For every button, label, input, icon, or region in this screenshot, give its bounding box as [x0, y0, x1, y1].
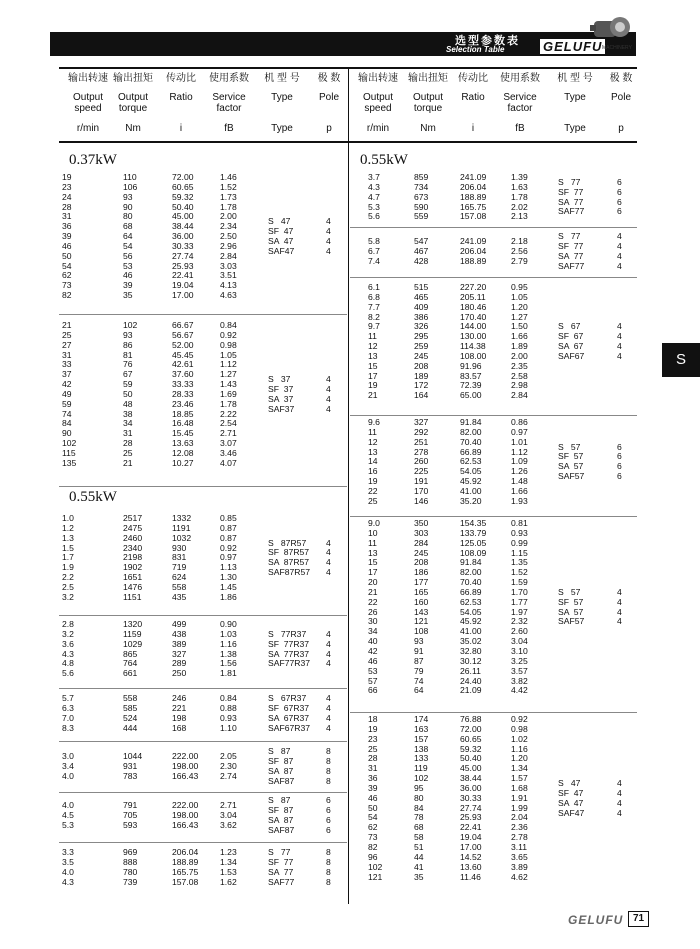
- left-col-pole: 4 4 4 4: [326, 693, 331, 733]
- right-col-ratio: 91.84 82.00 70.40 66.89 62.53 54.05 45.92 41.00 35.20: [460, 417, 482, 506]
- left-col-speed: 1.0 1.2 1.3 1.5 1.7 1.9 2.2 2.5 3.2: [62, 513, 74, 602]
- right-col-ratio: 241.09 206.04 188.89 165.75 157.08: [460, 172, 487, 222]
- right-col-pole: 4 4 4 4: [617, 231, 622, 271]
- left-col-type: S 77 SF 77 SA 77 SAF77: [268, 847, 295, 887]
- right-header-cn: 使用系数: [500, 73, 540, 84]
- left-col-sf: 0.84 0.88 0.93 1.10: [220, 693, 237, 733]
- left-col-speed: 19 23 24 28 31 36 39 46 50 54 62 73 82: [62, 172, 72, 301]
- right-header-cn: 机 型 号: [557, 73, 593, 84]
- right-col-sf: 0.86 0.97 1.01 1.12 1.09 1.26 1.48 1.66 1.93: [511, 417, 528, 506]
- right-col-speed: 9.0 10 11 13 15 17 20 21 22 26 30 34 40 42 46 53 57 66: [368, 518, 380, 696]
- left-header-en: Output speed: [72, 92, 104, 114]
- power-label: 0.55kW: [360, 152, 408, 168]
- block-divider: [59, 615, 347, 616]
- left-col-torque: 558 585 524 444: [123, 693, 138, 733]
- header-title-cn: 选型参数表: [455, 35, 520, 47]
- left-col-torque: 2517 2475 2460 2340 2198 1902 1651 1476 1151: [123, 513, 143, 602]
- right-col-pole: 4 4 4 4: [617, 778, 622, 818]
- left-col-torque: 969 888 780 739: [123, 847, 138, 887]
- left-header-unit: Nm: [125, 123, 141, 134]
- left-col-type: S 37 SF 37 SA 37 SAF37: [268, 374, 295, 414]
- left-col-type: S 87R57 SF 87R57 SA 87R57 SAF87R57: [268, 537, 311, 578]
- left-col-ratio: 246 221 198 168: [172, 693, 187, 733]
- block-divider: [350, 227, 637, 228]
- left-col-speed: 21 25 27 31 33 37 42 49 59 74 84 90 102 115 135: [62, 320, 77, 468]
- left-col-torque: 110 106 93 90 80 68 64 54 56 53 46 39 35: [123, 172, 138, 301]
- right-col-pole: 6 6 6 6: [617, 441, 622, 482]
- left-col-pole: 4 4 4 4: [326, 216, 331, 256]
- left-col-pole: 4 4 4 4: [326, 537, 331, 578]
- page-number: 71: [628, 911, 649, 927]
- block-divider: [59, 792, 347, 793]
- left-col-torque: 1320 1159 1029 865 764 661: [123, 619, 143, 679]
- right-col-torque: 547 467 428: [414, 236, 429, 266]
- left-col-speed: 3.3 3.5 4.0 4.3: [62, 847, 74, 887]
- left-header-en: Pole: [318, 92, 339, 103]
- left-col-pole: 4 4 4 4: [326, 374, 331, 414]
- left-col-torque: 791 705 593: [123, 800, 138, 830]
- left-col-sf: 0.90 1.03 1.16 1.38 1.56 1.81: [220, 619, 237, 679]
- right-col-type: S 77 SF 77 SA 77 SAF77: [558, 176, 585, 217]
- left-col-type: S 47 SF 47 SA 47 SAF47: [268, 216, 295, 256]
- left-header-unit: p: [326, 123, 332, 134]
- left-col-type: S 87 SF 87 SA 87 SAF87: [268, 746, 295, 786]
- right-col-speed: 6.1 6.8 7.7 8.2 9.7 11 12 13 15 17 19 21: [368, 282, 380, 401]
- left-header-en: Service factor: [212, 92, 246, 114]
- left-col-speed: 3.0 3.4 4.0: [62, 751, 74, 781]
- left-header-cn: 使用系数: [209, 73, 249, 84]
- left-col-sf: 2.05 2.30 2.74: [220, 751, 237, 781]
- left-col-type: S 77R37 SF 77R37 SA 77R37 SAF77R37: [268, 628, 311, 669]
- right-header-unit: fB: [515, 123, 525, 134]
- right-col-speed: 18 19 23 25 28 31 36 39 46 50 54 62 73 82 96 102 121: [368, 714, 383, 882]
- table-center-divider: [348, 68, 349, 904]
- right-header-cn: 输出扭矩: [408, 73, 448, 84]
- left-col-speed: 5.7 6.3 7.0 8.3: [62, 693, 74, 733]
- right-header-en: Output speed: [362, 92, 394, 114]
- left-col-pole: 8 8 8 8: [326, 847, 331, 887]
- block-divider: [350, 415, 637, 416]
- right-header-en: Ratio: [461, 92, 485, 103]
- left-col-torque: 102 93 86 81 76 67 59 50 48 38 34 31 28 25 21: [123, 320, 138, 468]
- right-col-type: S 57 SF 57 SA 57 SAF57: [558, 441, 585, 482]
- left-col-type: S 87 SF 87 SA 87 SAF87: [268, 795, 295, 835]
- left-col-sf: 0.84 0.92 0.98 1.05 1.12 1.27 1.43 1.69 1.78 2.22 2.54 2.71 3.07 3.46 4.07: [220, 320, 237, 468]
- power-label: 0.37kW: [69, 152, 117, 168]
- right-col-pole: 4 4 4 4: [617, 586, 622, 627]
- right-col-ratio: 76.88 72.00 60.65 59.32 50.40 45.00 38.44 36.00 30.33 27.74 25.93 22.41 19.04 17.00 14.52 13.60 11.46: [460, 714, 482, 882]
- block-divider: [59, 314, 347, 315]
- right-col-type: S 57 SF 57 SA 57 SAF57: [558, 586, 585, 627]
- left-header-cn: 传动比: [166, 73, 196, 84]
- left-header-en: Output torque: [117, 92, 149, 114]
- left-col-speed: 4.0 4.5 5.3: [62, 800, 74, 830]
- left-col-ratio: 222.00 198.00 166.43: [172, 751, 199, 781]
- right-header-unit: Type: [564, 123, 586, 134]
- left-col-ratio: 499 438 389 327 289 250: [172, 619, 187, 679]
- left-col-ratio: 1332 1191 1032 930 831 719 624 558 435: [172, 513, 192, 602]
- right-col-sf: 0.81 0.93 0.99 1.15 1.35 1.52 1.59 1.70 1.77 1.97 2.32 2.60 3.04 3.10 3.25 3.57 3.82 4.42: [511, 518, 528, 696]
- left-header-unit: fB: [224, 123, 234, 134]
- left-col-speed: 2.8 3.2 3.6 4.3 4.8 5.6: [62, 619, 74, 679]
- left-col-pole: 8 8 8 8: [326, 746, 331, 786]
- right-col-torque: 174 163 157 138 133 119 102 95 80 84 78 68 58 51 44 41 35: [414, 714, 429, 882]
- left-header-unit: i: [179, 123, 183, 134]
- right-header-unit: p: [618, 123, 624, 134]
- right-col-type: S 67 SF 67 SA 67 SAF67: [558, 321, 585, 361]
- right-header-en: Type: [564, 92, 586, 103]
- right-col-speed: 9.6 11 12 13 14 16 19 22 25: [368, 417, 380, 506]
- left-col-pole: 4 4 4 4: [326, 628, 331, 669]
- right-col-torque: 350 303 284 245 208 186 177 165 160 143 121 108 93 91 87 79 74 64: [414, 518, 429, 696]
- block-divider: [350, 516, 637, 517]
- right-col-torque: 859 734 673 590 559: [414, 172, 429, 222]
- right-col-pole: 6 6 6 6: [617, 176, 622, 217]
- left-header-cn: 机 型 号: [264, 73, 300, 84]
- right-header-unit: Nm: [420, 123, 436, 134]
- right-header-en: Service factor: [503, 92, 537, 114]
- block-divider: [59, 486, 347, 487]
- right-col-sf: 1.39 1.63 1.78 2.02 2.13: [511, 172, 528, 222]
- left-header-cn: 极 数: [317, 73, 341, 84]
- left-col-ratio: 66.67 56.67 52.00 45.45 42.61 37.60 33.33 28.33 23.46 18.85 16.48 15.45 13.63 12.08 10.27: [172, 320, 194, 468]
- left-header-cn: 输出扭矩: [113, 73, 153, 84]
- right-col-pole: 4 4 4 4: [617, 321, 622, 361]
- right-col-sf: 0.95 1.05 1.20 1.27 1.50 1.66 1.89 2.00 2.35 2.58 2.98 2.84: [511, 282, 528, 401]
- left-col-ratio: 72.00 60.65 59.32 50.40 45.00 38.44 36.00 30.33 27.74 25.93 22.41 19.04 17.00: [172, 172, 194, 301]
- right-header-cn: 输出转速: [358, 73, 398, 84]
- right-header-unit: i: [471, 123, 475, 134]
- header-title-en: Selection Table: [446, 45, 505, 54]
- brand-logo: GELUFU: [540, 39, 605, 54]
- left-col-pole: 6 6 6 6: [326, 795, 331, 835]
- right-col-type: S 77 SF 77 SA 77 SAF77: [558, 231, 585, 271]
- block-divider: [350, 712, 637, 713]
- left-col-type: S 67R37 SF 67R37 SA 67R37 SAF67R37: [268, 693, 311, 733]
- right-col-torque: 327 292 251 278 260 225 191 170 146: [414, 417, 429, 506]
- right-col-speed: 5.8 6.7 7.4: [368, 236, 380, 266]
- right-header-cn: 传动比: [458, 73, 488, 84]
- brand-subtitle: MACHINERY: [602, 45, 632, 51]
- left-col-ratio: 222.00 198.00 166.43: [172, 800, 199, 830]
- left-col-sf: 1.46 1.52 1.73 1.78 2.00 2.34 2.50 2.96 2.84 3.03 3.51 4.13 4.63: [220, 172, 237, 301]
- power-label: 0.55kW: [69, 489, 117, 505]
- left-col-ratio: 206.04 188.89 165.75 157.08: [172, 847, 199, 887]
- right-col-sf: 0.92 0.98 1.02 1.16 1.20 1.34 1.57 1.68 1.91 1.99 2.04 2.36 2.78 3.11 3.65 3.89 4.62: [511, 714, 528, 882]
- left-col-sf: 2.71 3.04 3.62: [220, 800, 237, 830]
- right-col-torque: 515 465 409 386 326 295 259 245 208 189 172 164: [414, 282, 429, 401]
- right-col-ratio: 241.09 206.04 188.89: [460, 236, 487, 266]
- right-header-en: Output torque: [412, 92, 444, 114]
- right-header-en: Pole: [610, 92, 631, 103]
- right-header-unit: r/min: [366, 123, 390, 134]
- right-col-ratio: 227.20 205.11 180.46 170.40 144.00 130.00 114.38 108.00 91.96 83.57 72.39 65.00: [460, 282, 487, 401]
- right-header-cn: 极 数: [609, 73, 633, 84]
- right-col-type: S 47 SF 47 SA 47 SAF47: [558, 778, 585, 818]
- left-header-en: Type: [271, 92, 293, 103]
- left-header-en: Ratio: [169, 92, 193, 103]
- right-col-sf: 2.18 2.56 2.79: [511, 236, 528, 266]
- left-header-unit: r/min: [76, 123, 100, 134]
- right-col-speed: 3.7 4.3 4.7 5.3 5.6: [368, 172, 380, 222]
- section-tab: S: [662, 343, 700, 377]
- footer-brand: GELUFU: [568, 913, 624, 927]
- block-divider: [350, 277, 637, 278]
- left-header-cn: 输出转速: [68, 73, 108, 84]
- left-col-sf: 1.23 1.34 1.53 1.62: [220, 847, 237, 887]
- left-col-torque: 1044 931 783: [123, 751, 143, 781]
- block-divider: [59, 688, 347, 689]
- block-divider: [59, 741, 347, 742]
- block-divider: [59, 842, 347, 843]
- left-col-sf: 0.85 0.87 0.87 0.92 0.97 1.13 1.30 1.45 1.86: [220, 513, 237, 602]
- right-col-ratio: 154.35 133.79 125.05 108.09 91.84 82.00 70.40 66.89 62.53 54.05 45.92 41.00 35.02 32.80 30.12 26.11 24.40 21.09: [460, 518, 487, 696]
- left-header-unit: Type: [271, 123, 293, 134]
